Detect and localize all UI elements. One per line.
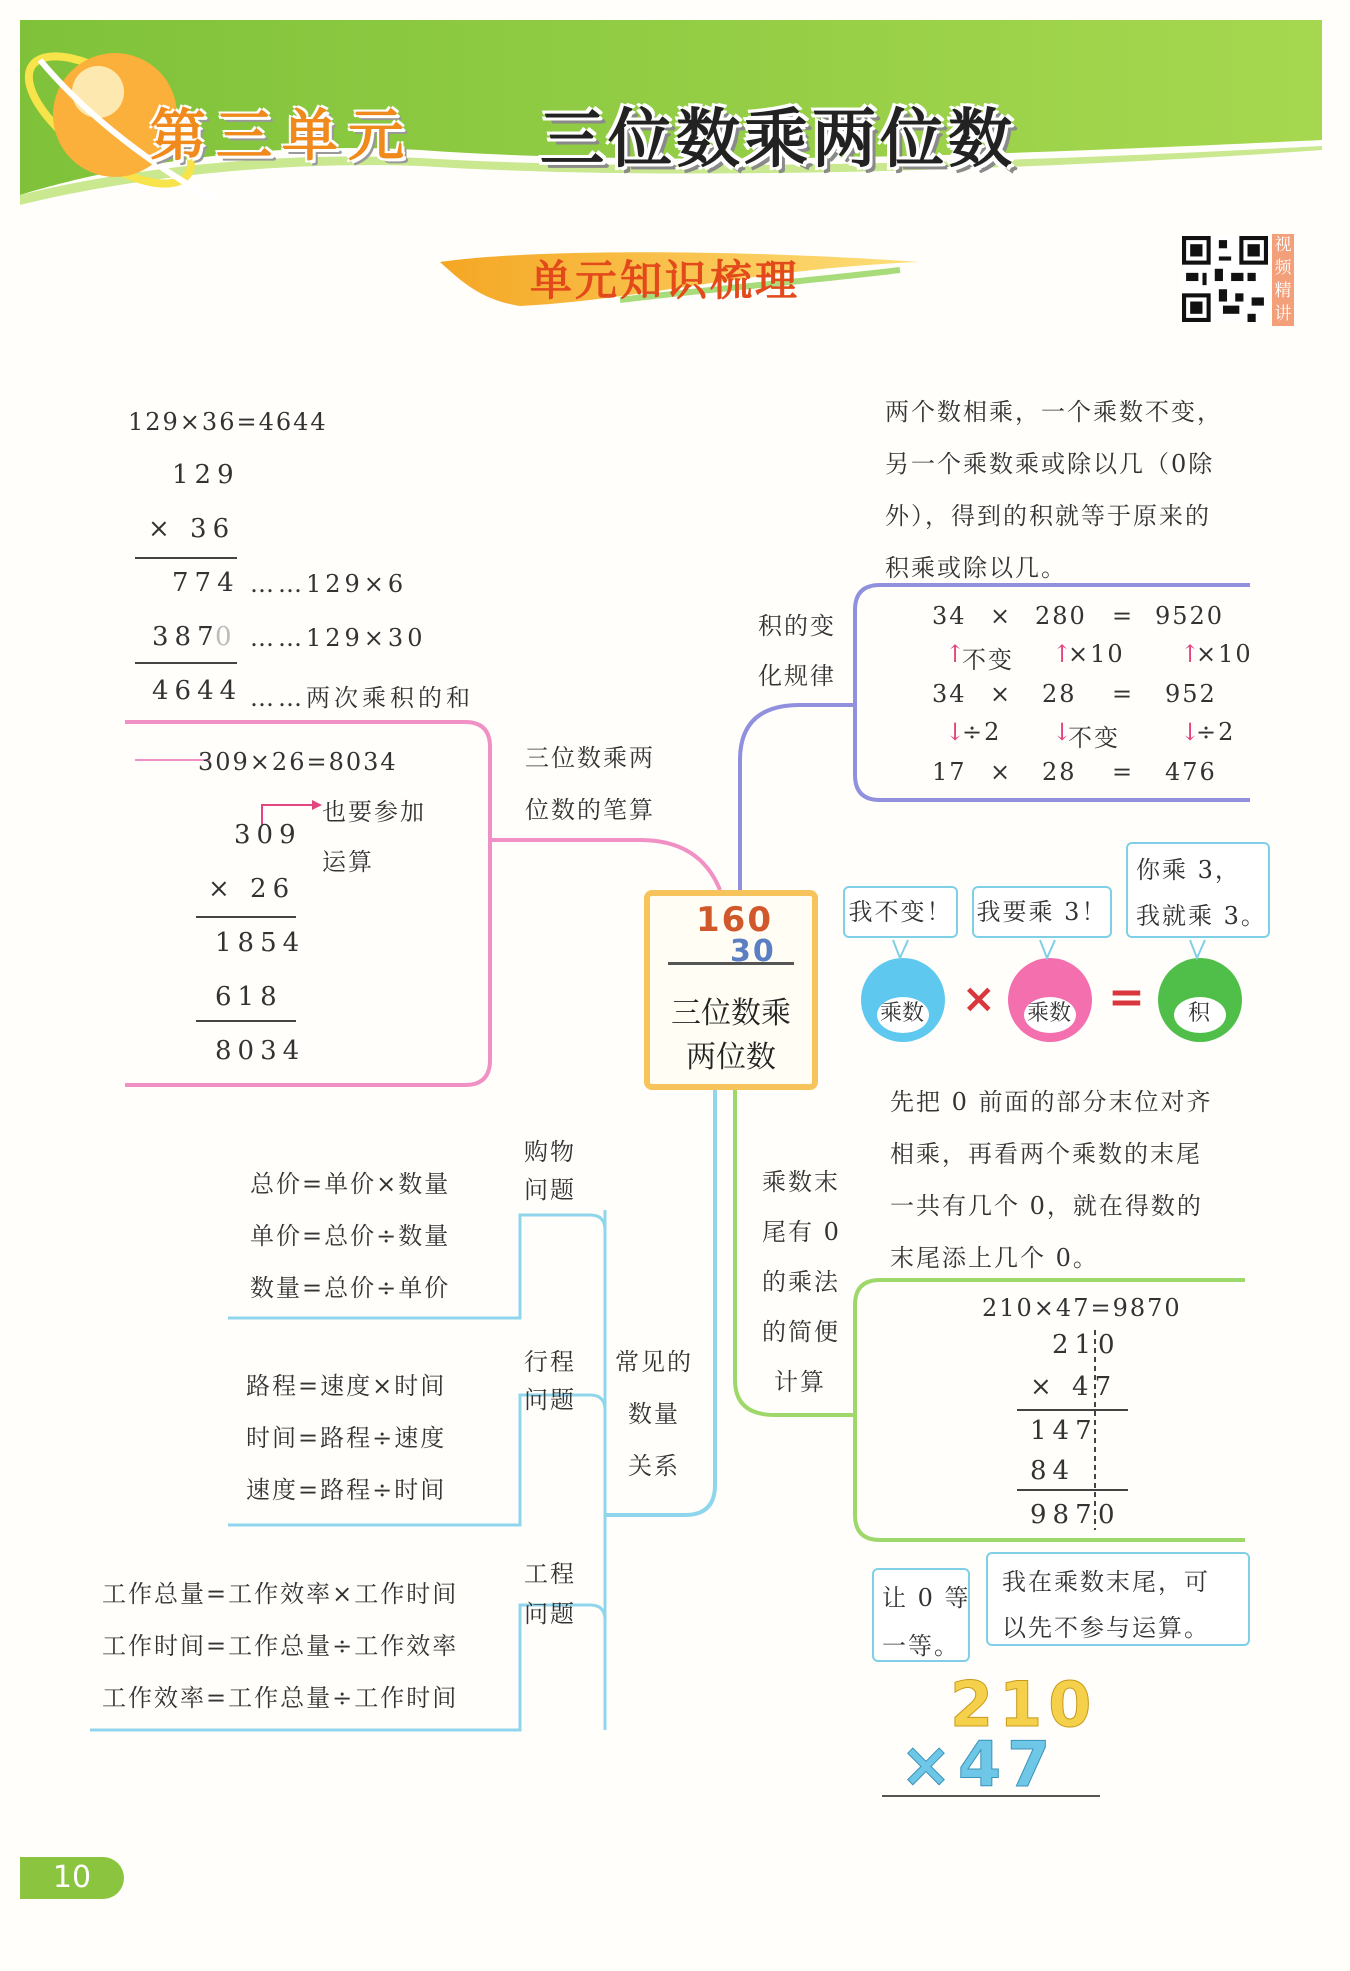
example1-partial2-zero: 0 [215,622,238,652]
product-rule-line-3: 外），得到的积就等于原来的 [885,502,1211,530]
bubble-you-times-three-line1: 你乘 3， [1136,856,1241,884]
branch-product-label-1: 积的变 [758,612,836,640]
shopping-label-1: 购物 [524,1138,576,1166]
branch-zero-label-3: 的乘法 [762,1268,840,1296]
arrow-down-icon: ↓ [1180,718,1203,746]
example2-line-2 [196,1020,296,1022]
zero-partial1: 147 [1030,1416,1098,1446]
big-digits-times-47: ×47 [900,1728,1057,1801]
work-formula-3: 工作效率=工作总量÷工作时间 [102,1684,459,1712]
arrow-up-1: 不变 [962,646,1014,674]
ball-multiplier-1-label: 乘数 [880,1001,925,1026]
section-title: 单元知识梳理 [530,256,801,305]
travel-label-1: 行程 [524,1348,576,1376]
center-title-line1: 三位数乘 [671,996,791,1031]
zero-rule-line-2: 相乘，再看两个乘数的末尾 [890,1140,1202,1168]
arrow-down-icon: ↓ [1052,718,1075,746]
shopping-formula-2: 单价=总价÷数量 [250,1222,451,1250]
row2-op: × [990,680,1013,708]
row1-c: 9520 [1155,602,1225,630]
zero-multiplicand-zero: 0 [1098,1330,1121,1360]
branch-written-label-1: 三位数乘两 [525,744,655,772]
branch-zero-label-1: 乘数末 [762,1168,840,1196]
zero-result: 987 [1030,1500,1098,1530]
bubble-let-zero-wait-line1: 让 0 等 [882,1584,971,1612]
zero-result-zero: 0 [1098,1500,1121,1530]
example1-multiplicand: 129 [172,460,240,490]
travel-formula-3: 速度=路程÷时间 [246,1476,447,1504]
center-topic-box [644,890,818,1090]
zero-rule-line-1: 先把 0 前面的部分末位对齐 [890,1088,1213,1116]
branch-quantity-label-2: 数量 [628,1400,680,1428]
example2-multiplier: × 26 [208,874,296,904]
bubble-unchanged: 我不变！ [843,886,958,938]
row1-eq: = [1112,602,1135,630]
example1-result-note: ……两次乘积的和 [250,684,474,712]
example1-partial1: 774 [172,568,240,598]
bubble-you-times-three-line2: 我就乘 3。 [1136,902,1267,930]
row1-a: 34 [932,602,967,630]
row3-b: 28 [1042,758,1077,786]
unit-label: 第三单元 [150,104,414,169]
zero-rule-line-4: 末尾添上几个 0。 [890,1244,1099,1272]
big-digits-210: 210 [950,1668,1098,1741]
branch-quantity-label-1: 常见的 [615,1348,693,1376]
branch-zero-label-5: 计算 [774,1368,826,1396]
center-icon-bottom: 30 [730,934,776,969]
row2-eq: = [1112,680,1135,708]
example1-line-2 [135,662,237,664]
product-rule-line-1: 两个数相乘，一个乘数不变， [885,398,1223,426]
example2-partial1: 1854 [215,928,306,958]
example2-note-1: 也要参加 [322,798,426,826]
zero-multiplier: × 47 [1030,1372,1118,1402]
row3-a: 17 [932,758,967,786]
arrow-down-1: ÷2 [962,718,1002,746]
arrow-up-icon: ↑ [945,640,968,668]
bubble-zero-not-calculated-line2: 以先不参与运算。 [1002,1614,1210,1642]
example1-partial1-note: ……129×6 [250,570,408,598]
zero-equation: 210×47=9870 [982,1294,1182,1322]
row3-op: × [990,758,1013,786]
center-icon-bar [668,962,794,965]
product-rule-line-4: 积乘或除以几。 [885,554,1067,582]
bubble-zero-not-calculated-line1: 我在乘数末尾，可 [1002,1568,1210,1596]
shopping-label-2: 问题 [524,1176,576,1204]
branch-quantity-label-3: 关系 [628,1452,680,1480]
arrow-down-2: 不变 [1068,724,1120,752]
center-title-line2: 两位数 [686,1040,776,1075]
branch-zero-label-2: 尾有 0 [762,1218,841,1246]
example2-partial2: 618 [215,982,283,1012]
row3-eq: = [1112,758,1135,786]
center-icon-top: 160 [696,900,773,940]
travel-formula-1: 路程=速度×时间 [246,1372,447,1400]
row2-c: 952 [1165,680,1217,708]
example2-multiplicand: 309 [234,820,302,850]
ball-multiplier-2-label: 乘数 [1027,1001,1072,1026]
bubble-let-zero-wait [872,1568,970,1662]
example2-line-1 [196,916,296,918]
qr-code-icon[interactable] [1182,236,1268,322]
arrow-down-3: ÷2 [1196,718,1236,746]
work-label-2: 问题 [524,1600,576,1628]
equals-sign: = [1108,972,1145,1023]
arrow-down-icon: ↓ [945,718,968,746]
qr-tag: 视频精讲 [1272,234,1294,326]
work-label-1: 工程 [524,1560,576,1588]
ball-product-label: 积 [1188,1001,1211,1026]
travel-label-2: 问题 [524,1386,576,1414]
arrow-up-2: ×10 [1068,640,1125,668]
work-formula-1: 工作总量=工作效率×工作时间 [102,1580,459,1608]
example2-note-2: 运算 [322,848,374,876]
arrow-up-icon: ↑ [1052,640,1075,668]
row2-b: 28 [1042,680,1077,708]
bubble-let-zero-wait-line2: 一等。 [882,1632,960,1660]
row1-op: × [990,602,1013,630]
times-sign: × [962,976,996,1022]
branch-product-label-2: 化规律 [758,662,836,690]
zero-rule-line-3: 一共有几个 0，就在得数的 [890,1192,1203,1220]
arrow-up-icon: ↑ [1180,640,1203,668]
travel-formula-2: 时间=路程÷速度 [246,1424,447,1452]
example2-equation: 309×26=8034 [198,748,398,776]
product-rule-line-2: 另一个乘数乘或除以几（0除 [885,450,1215,478]
bubble-times-three: 我要乘 3！ [972,886,1112,938]
zero-multiplicand: 21 [1052,1330,1098,1360]
zero-partial2: 84 [1030,1456,1076,1486]
example1-multiplier: × 36 [148,514,236,544]
row3-c: 476 [1165,758,1217,786]
row2-a: 34 [932,680,967,708]
example1-partial2: 387 [152,622,220,652]
branch-written-label-2: 位数的笔算 [525,796,655,824]
page-number: 10 [20,1857,124,1899]
shopping-formula-1: 总价=单价×数量 [250,1170,451,1198]
example1-result: 4644 [152,676,243,706]
shopping-formula-3: 数量=总价÷单价 [250,1274,451,1302]
arrow-up-3: ×10 [1196,640,1253,668]
bubble-zero-not-calculated [986,1552,1250,1646]
bubble-you-times-three [1126,842,1270,938]
example2-result: 8034 [215,1036,306,1066]
page-title: 三位数乘两位数 [540,103,1016,177]
work-formula-2: 工作时间=工作总量÷工作效率 [102,1632,459,1660]
row1-b: 280 [1035,602,1087,630]
branch-zero-label-4: 的简便 [762,1318,840,1346]
example1-partial2-note: ……129×30 [250,624,427,652]
example1-equation: 129×36=4644 [128,408,328,436]
example1-line-1 [135,557,237,559]
